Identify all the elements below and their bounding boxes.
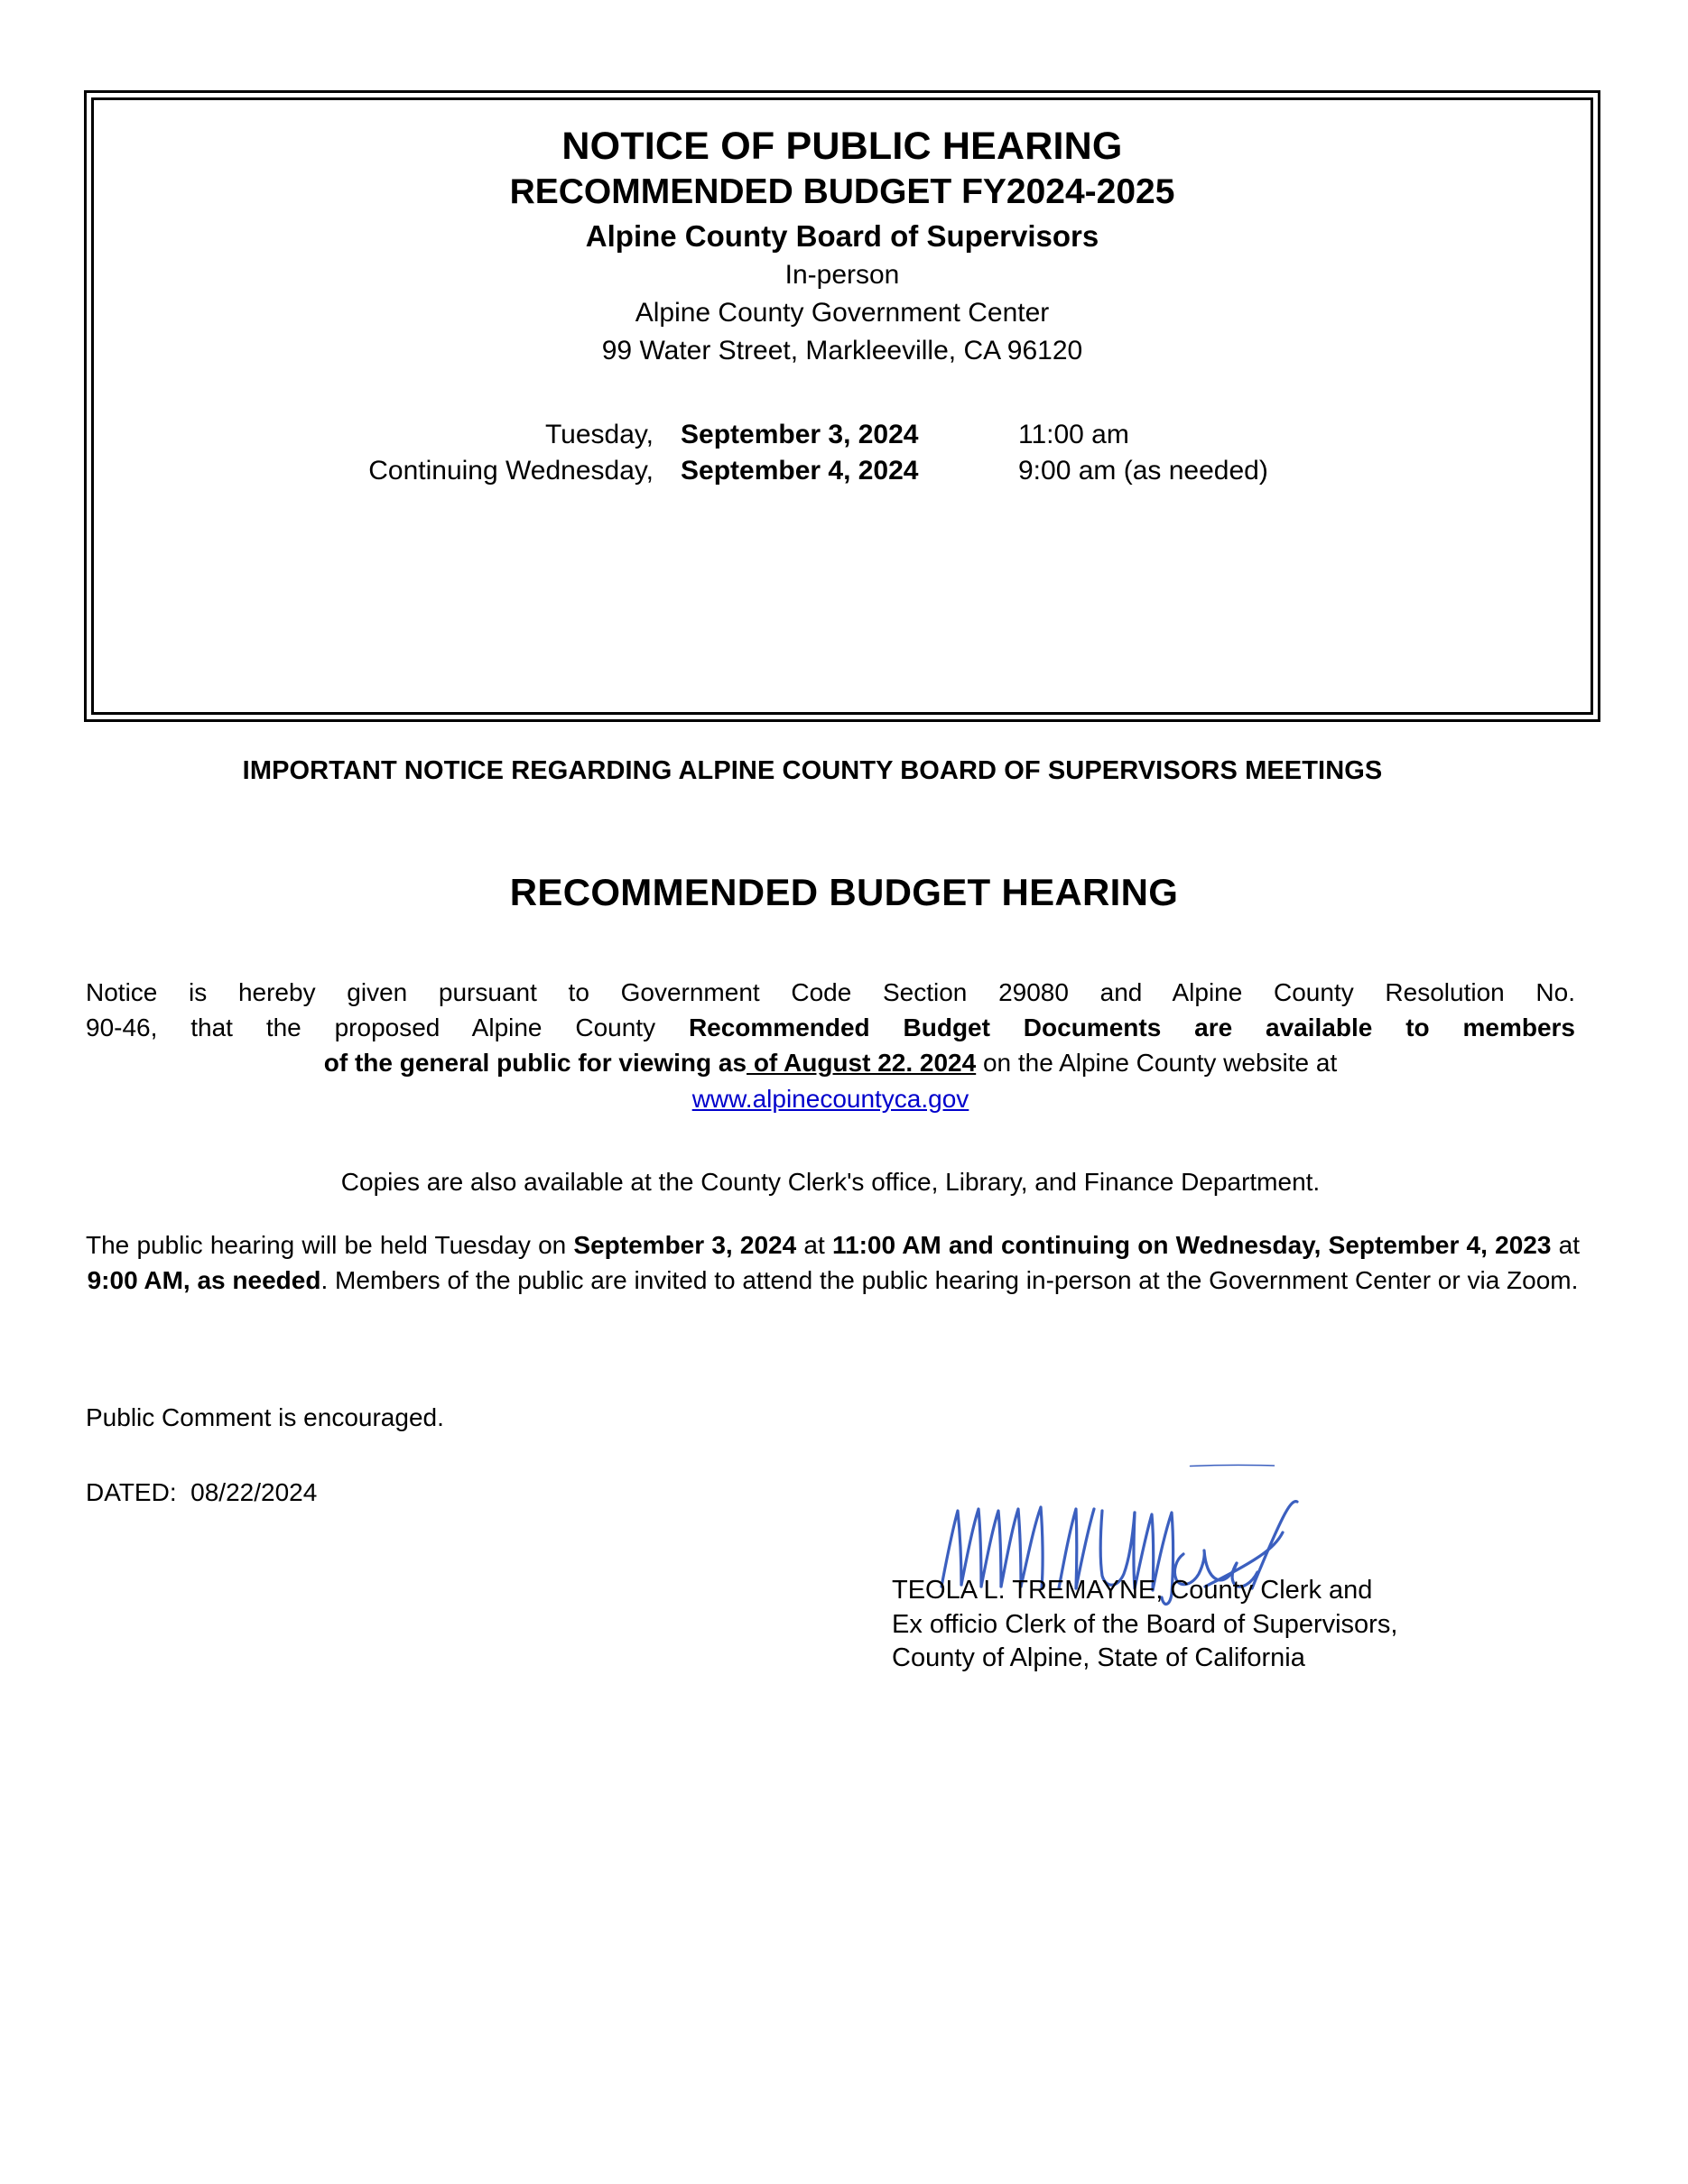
schedule-row [94, 453, 1591, 489]
paragraph-notice-line-3-bold: of the general public for viewing as [323, 1049, 747, 1078]
paragraph-notice [86, 975, 1575, 1116]
paragraph-notice-line-4 [86, 1081, 1575, 1116]
public-comment-note: Public Comment is encouraged. [86, 1403, 444, 1431]
paragraph-notice-line-2-bold: Recommended Budget Documents are available to members [688, 1013, 1575, 1042]
signatory-name-line-1: TEOLA L. TREMAYNE, County Clerk and [892, 1576, 1373, 1605]
schedule-day: Tuesday, [544, 419, 654, 449]
hearing-seg-5: at [1551, 1231, 1580, 1259]
notice-box [84, 90, 1600, 722]
hearing-time-and-continuation: 11:00 AM and continuing on Wednesday, September 4, 2023 [831, 1231, 1552, 1259]
paragraph-notice-line-2 [86, 1010, 1575, 1045]
schedule-date: September 4, 2024 [681, 455, 919, 486]
signatory-details [892, 1574, 1397, 1676]
paragraph-notice-line-2-normal: 90-46, that the proposed Alpine County [86, 1013, 689, 1042]
notice-title-line-2: RECOMMENDED BUDGET FY2024-2025 [509, 171, 1175, 211]
paragraph-hearing [86, 1227, 1580, 1298]
schedule-date: September 3, 2024 [681, 419, 919, 449]
notice-title-line-1: NOTICE OF PUBLIC HEARING [561, 125, 1123, 168]
signatory-name-line-3: County of Alpine, State of California [892, 1643, 1305, 1673]
important-notice-heading: IMPORTANT NOTICE REGARDING ALPINE COUNTY BOARD OF SUPERVISORS MEETINGS [242, 756, 1383, 785]
section-heading: RECOMMENDED BUDGET HEARING [509, 871, 1179, 913]
notice-venue: Alpine County Government Center [635, 297, 1050, 328]
hearing-seg-1: The public hearing will be held Tuesday on [86, 1231, 574, 1259]
paragraph-copies: Copies are also available at the County Clerk's office, Library, and Finance Department. [340, 1168, 1321, 1196]
schedule-table [94, 417, 1591, 489]
hearing-date-primary: September 3, 2024 [573, 1231, 797, 1259]
notice-address: 99 Water Street, Markleeville, CA 96120 [601, 335, 1083, 366]
paragraph-notice-line-3 [86, 1045, 1575, 1080]
hearing-time-secondary: 9:00 AM, as needed [87, 1266, 321, 1295]
paragraph-notice-line-1: Notice is hereby given pursuant to Government Code Section 29080 and Alpine County Resolution No. [86, 978, 1575, 1006]
schedule-time: 11:00 am [1018, 419, 1129, 449]
hearing-seg-7: . Members of the public are invited to attend the public hearing in-person at the Government Center or via Zoom. [320, 1266, 1579, 1295]
county-website-link[interactable]: www.alpinecountyca.gov [691, 1084, 969, 1113]
notice-box-inner [91, 97, 1593, 715]
signatory-name-line-2: Ex officio Clerk of the Board of Supervisors, [892, 1609, 1398, 1639]
schedule-day: Continuing Wednesday, [368, 455, 654, 486]
notice-mode: In-person [784, 259, 900, 290]
notice-title-line-3: Alpine County Board of Supervisors [585, 218, 1099, 253]
paragraph-notice-line-3-normal: on the Alpine County website at [976, 1049, 1338, 1078]
schedule-time: 9:00 am (as needed) [1018, 455, 1268, 486]
dated-line: DATED: 08/22/2024 [86, 1478, 318, 1506]
signature-rule-icon [1151, 1464, 1313, 1467]
hearing-seg-3: at [796, 1231, 832, 1259]
availability-date: of August 22. 2024 [747, 1049, 977, 1078]
schedule-row [94, 417, 1591, 453]
